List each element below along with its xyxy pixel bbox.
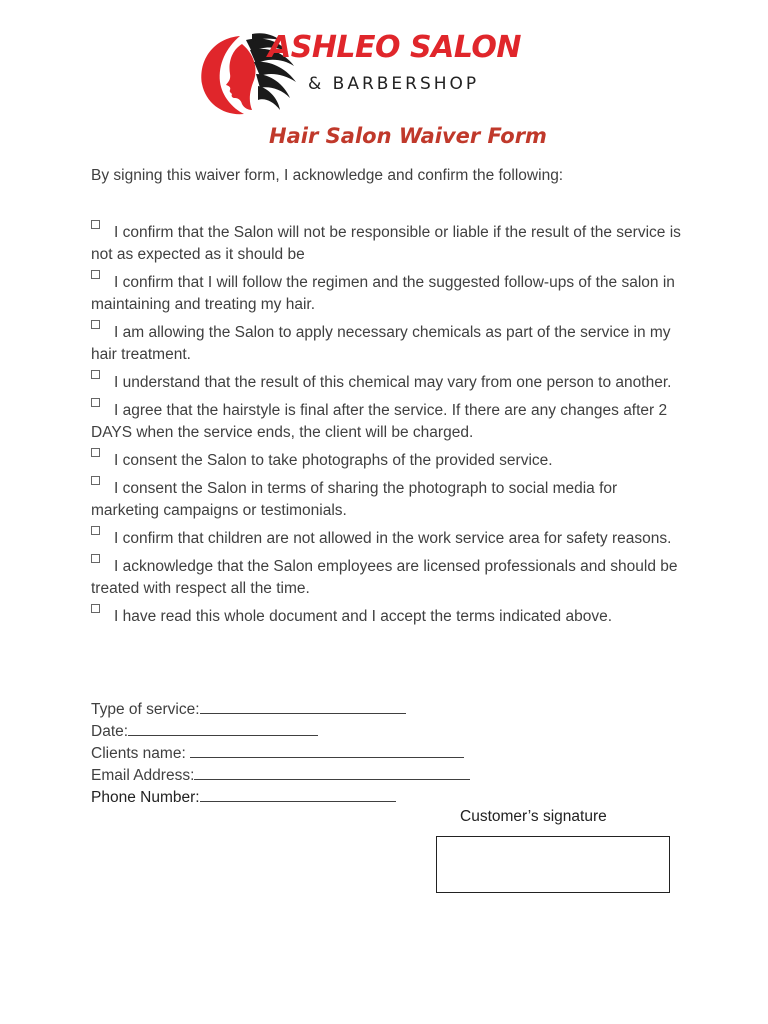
salon-logo (196, 30, 556, 120)
consent-item-text: I understand that the result of this chemical may vary from one person to another. (114, 374, 672, 391)
consent-item-text: I consent the Salon in terms of sharing the photograph to social media for marketing campaigns or testimonials. (91, 480, 618, 519)
email-address-field (91, 765, 470, 787)
empty-checkbox-icon[interactable] (91, 448, 100, 457)
clients-name-label: Clients name: (91, 745, 191, 762)
consent-item (91, 528, 681, 550)
consent-item-text: I consent the Salon to take photographs of the provided service. (114, 452, 553, 469)
clients-name-input[interactable] (190, 743, 464, 758)
form-title-wrapper (0, 124, 768, 148)
empty-checkbox-icon[interactable] (91, 320, 100, 329)
client-info-fields (91, 699, 470, 809)
empty-checkbox-icon[interactable] (91, 604, 100, 613)
empty-checkbox-icon[interactable] (91, 398, 100, 407)
email-address-input[interactable] (194, 765, 470, 780)
phone-number-field (91, 787, 470, 809)
consent-item-text: I confirm that children are not allowed in the work service area for safety reasons. (114, 530, 672, 547)
type-of-service-field (91, 699, 470, 721)
empty-checkbox-icon[interactable] (91, 220, 100, 229)
consent-item (91, 322, 681, 366)
empty-checkbox-icon[interactable] (91, 526, 100, 535)
consent-item-text: I am allowing the Salon to apply necessary chemicals as part of the service in my hair treatment. (91, 324, 671, 363)
consent-item-text: I acknowledge that the Salon employees are licensed professionals and should be treated with respect all the time. (91, 558, 678, 597)
empty-checkbox-icon[interactable] (91, 370, 100, 379)
signature-label: Customer’s signature (460, 808, 607, 825)
consent-item (91, 222, 681, 266)
salon-brand-subtitle: & BARBERSHOP (308, 74, 480, 94)
date-input[interactable] (128, 721, 318, 736)
empty-checkbox-icon[interactable] (91, 554, 100, 563)
clients-name-field (91, 743, 470, 765)
email-address-label: Email Address: (91, 767, 195, 784)
type-of-service-label: Type of service: (91, 701, 200, 718)
consent-item (91, 272, 681, 316)
form-intro: By signing this waiver form, I acknowledge and confirm the following: (91, 167, 564, 184)
consent-item-text: I confirm that I will follow the regimen and the suggested follow-ups of the salon in maintaining and treating my hair. (91, 274, 675, 313)
empty-checkbox-icon[interactable] (91, 476, 100, 485)
form-title: Hair Salon Waiver Form (269, 124, 547, 148)
consent-item (91, 450, 681, 472)
consent-item (91, 606, 681, 628)
consent-item-text: I agree that the hairstyle is final after the service. If there are any changes after 2 DAYS when the service ends, the client will be charged. (91, 402, 668, 441)
consent-item (91, 556, 681, 600)
consent-item-text: I confirm that the Salon will not be responsible or liable if the result of the service is not as expected as it should be (91, 224, 681, 263)
consent-item (91, 400, 681, 444)
consent-checklist (91, 222, 681, 634)
phone-number-label: Phone Number: (91, 789, 200, 806)
date-label: Date: (91, 723, 129, 740)
empty-checkbox-icon[interactable] (91, 270, 100, 279)
date-field (91, 721, 470, 743)
signature-box[interactable] (436, 836, 670, 893)
consent-item (91, 478, 681, 522)
consent-item (91, 372, 681, 394)
consent-item-text: I have read this whole document and I accept the terms indicated above. (114, 608, 613, 625)
type-of-service-input[interactable] (200, 699, 406, 714)
phone-number-input[interactable] (200, 787, 396, 802)
salon-brand-name: ASHLEO SALON (268, 30, 521, 65)
